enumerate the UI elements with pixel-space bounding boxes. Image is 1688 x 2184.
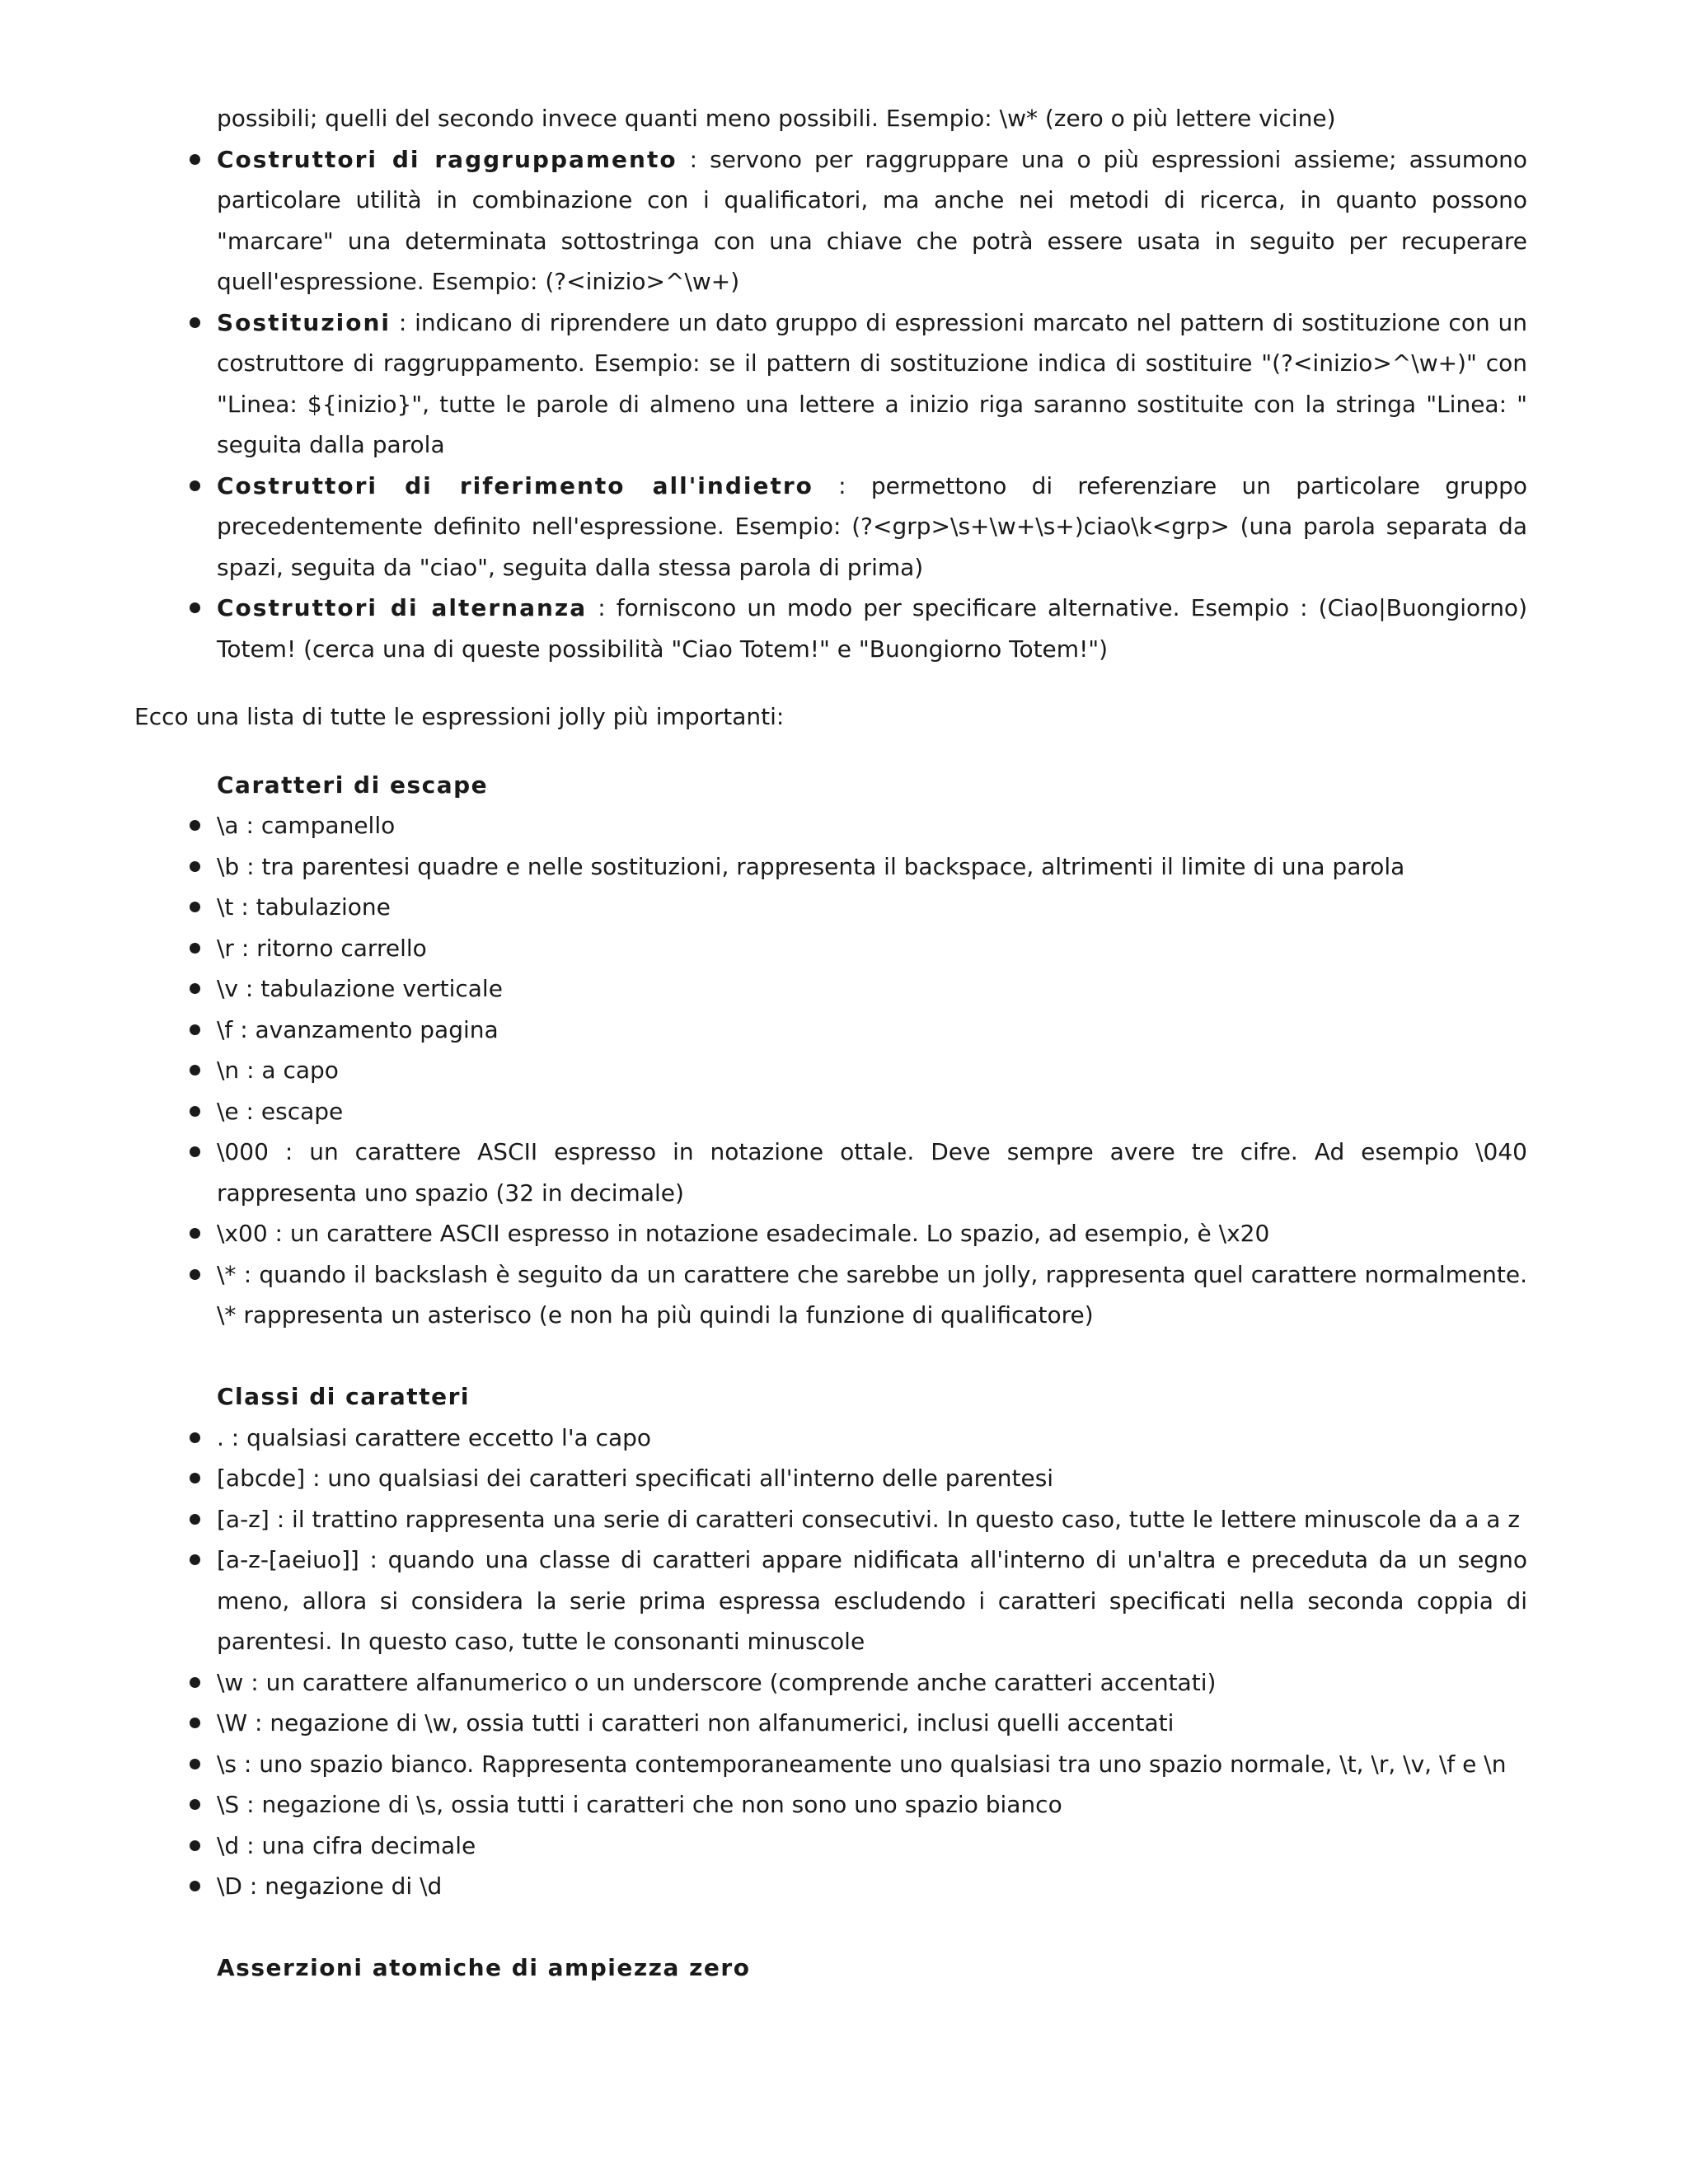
continuation-line: possibili; quelli del secondo invece quanti meno possibili. Esempio: \w* (zero o più lettere vicine) (217, 105, 1336, 132)
list-item: \w : un carattere alfanumerico o un underscore (comprende anche caratteri accentati) (217, 1662, 1527, 1704)
list-item: \* : quando il backslash è seguito da un carattere che sarebbe un jolly, rappresenta quel carattere normalmente. \* rappresenta un asterisco (e non ha più quindi la funzione di qualificatore) (217, 1254, 1527, 1336)
construct-text: : permettono di referenziare un particolare gruppo precedentemente definito nell'espressione. Esempio: (?<grp>\s+\w+\s+)ciao\k<grp> (una parola separata da spazi, seguita da "ciao", seguita dalla stessa parola di prima) (217, 471, 1527, 581)
list-item: \D : negazione di \d (217, 1866, 1527, 1907)
list-item: \x00 : un carattere ASCII espresso in notazione esadecimale. Lo spazio, ad esempio, è \x20 (217, 1213, 1527, 1254)
construct-text: : indicano di riprendere un dato gruppo di espressioni marcato nel pattern di sostituzione con un costruttore di raggruppamento. Esempio: se il pattern di sostituzione indica di sostituire "(?<inizio>^\w+)" con "Linea: ${inizio}", tutte le parole di almeno una lettere a inizio riga saranno sostituite con la stringa "Linea: " seguita dalla parola (217, 308, 1527, 458)
list-item: \d : una cifra decimale (217, 1825, 1527, 1867)
list-item: \a : campanello (217, 805, 1527, 846)
escape-list (217, 805, 1527, 1336)
list-item: \n : a capo (217, 1050, 1527, 1091)
list-item: \W : negazione di \w, ossia tutti i caratteri non alfanumerici, inclusi quelli accentati (217, 1703, 1527, 1744)
list-item: \t : tabulazione (217, 887, 1527, 928)
section-title-escape: Caratteri di escape (217, 771, 489, 799)
list-item: [a-z-[aeiuo]] : quando una classe di caratteri appare nidificata all'interno di un'altra e preceduta da un segno meno, allora si considera la serie prima espressa escludendo i caratteri specificati nella seconda coppia di parentesi. In questo caso, tutte le consonanti minuscole (217, 1540, 1527, 1662)
list-item: \v : tabulazione verticale (217, 968, 1527, 1010)
spacer (134, 1907, 1527, 1948)
classes-list (217, 1418, 1527, 1907)
list-item: [a-z] : il trattino rappresenta una serie di caratteri consecutivi. In questo caso, tutte le lettere minuscole da a a z (217, 1499, 1527, 1540)
page-content (134, 98, 1527, 1989)
construct-text: : forniscono un modo per specificare alternative. Esempio : (Ciao|Buongiorno) Totem! (cerca una di queste possibilità "Ciao Totem!" e "Buongiorno Totem!") (217, 594, 1527, 663)
list-item: \s : uno spazio bianco. Rappresenta contemporaneamente uno qualsiasi tra uno spazio normale, \t, \r, \v, \f e \n (217, 1744, 1527, 1785)
constructs-list (217, 98, 1527, 669)
list-item: \e : escape (217, 1091, 1527, 1132)
construct-term: Costruttori di raggruppamento (217, 145, 678, 173)
construct-term: Costruttori di alternanza (217, 594, 588, 621)
spacer (134, 1336, 1527, 1377)
list-item: \r : ritorno carrello (217, 928, 1527, 969)
section-title-classes: Classi di caratteri (217, 1383, 470, 1410)
construct-term: Sostituzioni (217, 308, 392, 336)
section-title-assertions: Asserzioni atomiche di ampiezza zero (217, 1954, 751, 1981)
list-item: \f : avanzamento pagina (217, 1010, 1527, 1051)
list-item (217, 139, 1527, 302)
list-item (217, 588, 1527, 669)
list-item (217, 302, 1527, 466)
list-item: . : qualsiasi carattere eccetto l'a capo (217, 1418, 1527, 1459)
construct-term: Costruttori di riferimento all'indietro (217, 471, 814, 499)
list-item (217, 466, 1527, 588)
list-item: \S : negazione di \s, ossia tutti i caratteri che non sono uno spazio bianco (217, 1784, 1527, 1825)
list-item: \000 : un carattere ASCII espresso in notazione ottale. Deve sempre avere tre cifre. Ad esempio \040 rappresenta uno spazio (32 in decimale) (217, 1132, 1527, 1213)
list-item: [abcde] : uno qualsiasi dei caratteri specificati all'interno delle parentesi (217, 1458, 1527, 1499)
intro-paragraph: Ecco una lista di tutte le espressioni jolly più importanti: (134, 703, 785, 730)
construct-text: : servono per raggruppare una o più espressioni assieme; assumono particolare utilità in combinazione con i qualificatori, ma anche nei metodi di ricerca, in quanto possono "marcare" una determinata sottostringa con una chiave che potrà essere usata in seguito per recuperare quell'espressione. Esempio: (?<inizio>^\w+) (217, 145, 1528, 295)
list-item: \b : tra parentesi quadre e nelle sostituzioni, rappresenta il backspace, altrimenti il limite di una parola (217, 846, 1527, 888)
